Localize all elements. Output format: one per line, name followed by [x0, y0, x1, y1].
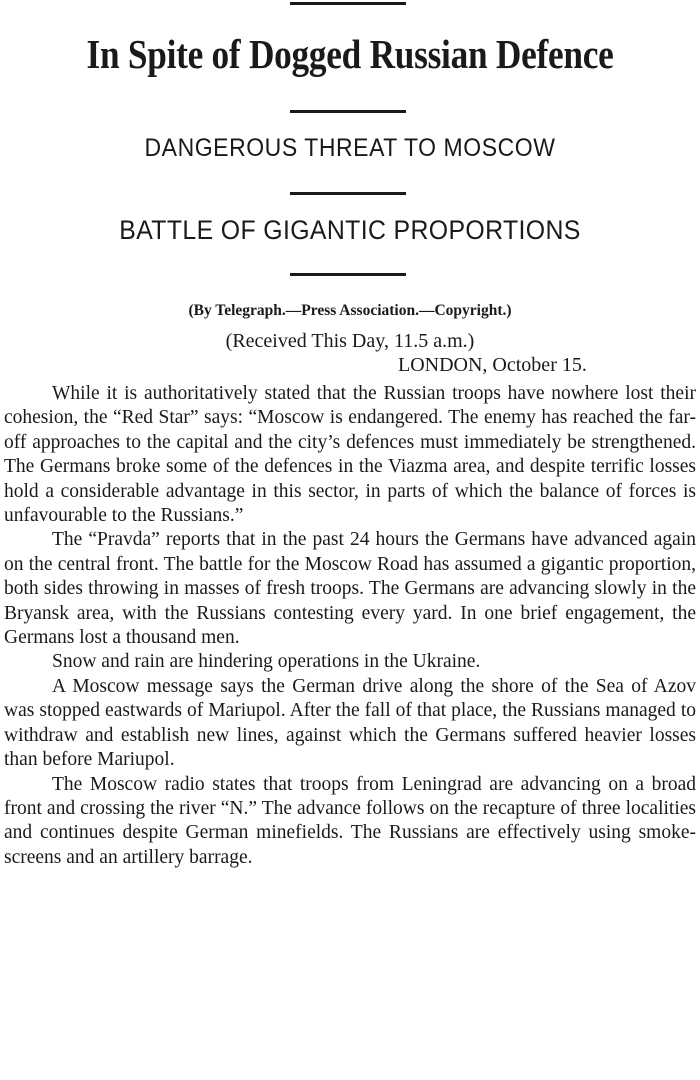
article-body — [4, 382, 696, 870]
paragraph: A Moscow message says the German drive along the shore of the Sea of Azov was stopped eastwards of Mariupol. After the fall of that place, the Russians managed to withdraw and establish new lines, against which the Germans suffered heavier losses than before Mariupol. — [4, 675, 696, 771]
deck-rule — [290, 273, 406, 276]
received-line: (Received This Day, 11.5 a.m.) — [225, 330, 475, 352]
top-rule — [290, 2, 406, 5]
headline: In Spite of Dogged Russian Defence — [86, 31, 614, 77]
paragraph: Snow and rain are hindering operations in the Ukraine. — [52, 651, 481, 673]
subheadline-2: BATTLE OF GIGANTIC PROPORTIONS — [119, 215, 581, 245]
subheadline-rule — [290, 192, 406, 195]
dateline: LONDON, October 15. — [398, 354, 587, 376]
paragraph: The Moscow radio states that troops from Leningrad are advancing on a broad front and crossing the river “N.” The advance follows on the recapture of three localities and continues despite German minefields. The Russians are effectively using smoke-screens and an artillery barrage. — [4, 773, 696, 868]
paragraph: The “Pravda” reports that in the past 24 hours the Germans have advanced again on the central front. The battle for the Moscow Road has assumed a gigantic proportion, both sides throwing in masses of fresh troops. The Germans are advancing slowly in the Bryansk area, with the Russians contesting every yard. In one brief engagement, the Germans lost a thousand men. — [4, 529, 696, 649]
paragraph: While it is authoritatively stated that the Russian troops have nowhere lost their cohesion, the “Red Star” says: “Moscow is endangered. The enemy has reached the far-off approaches to the capital and the city’s defences must immediately be strengthened. The Germans broke some of the defences in the Viazma area, and despite terrific losses hold a considerable advantage in this sector, in parts of which the balance of forces is unfavourable to the Russians.” — [4, 383, 696, 527]
press-credit: (By Telegraph.—Press Association.—Copyright.) — [188, 302, 512, 319]
subheadline-1: DANGEROUS THREAT TO MOSCOW — [144, 134, 556, 162]
headline-rule — [290, 110, 406, 113]
